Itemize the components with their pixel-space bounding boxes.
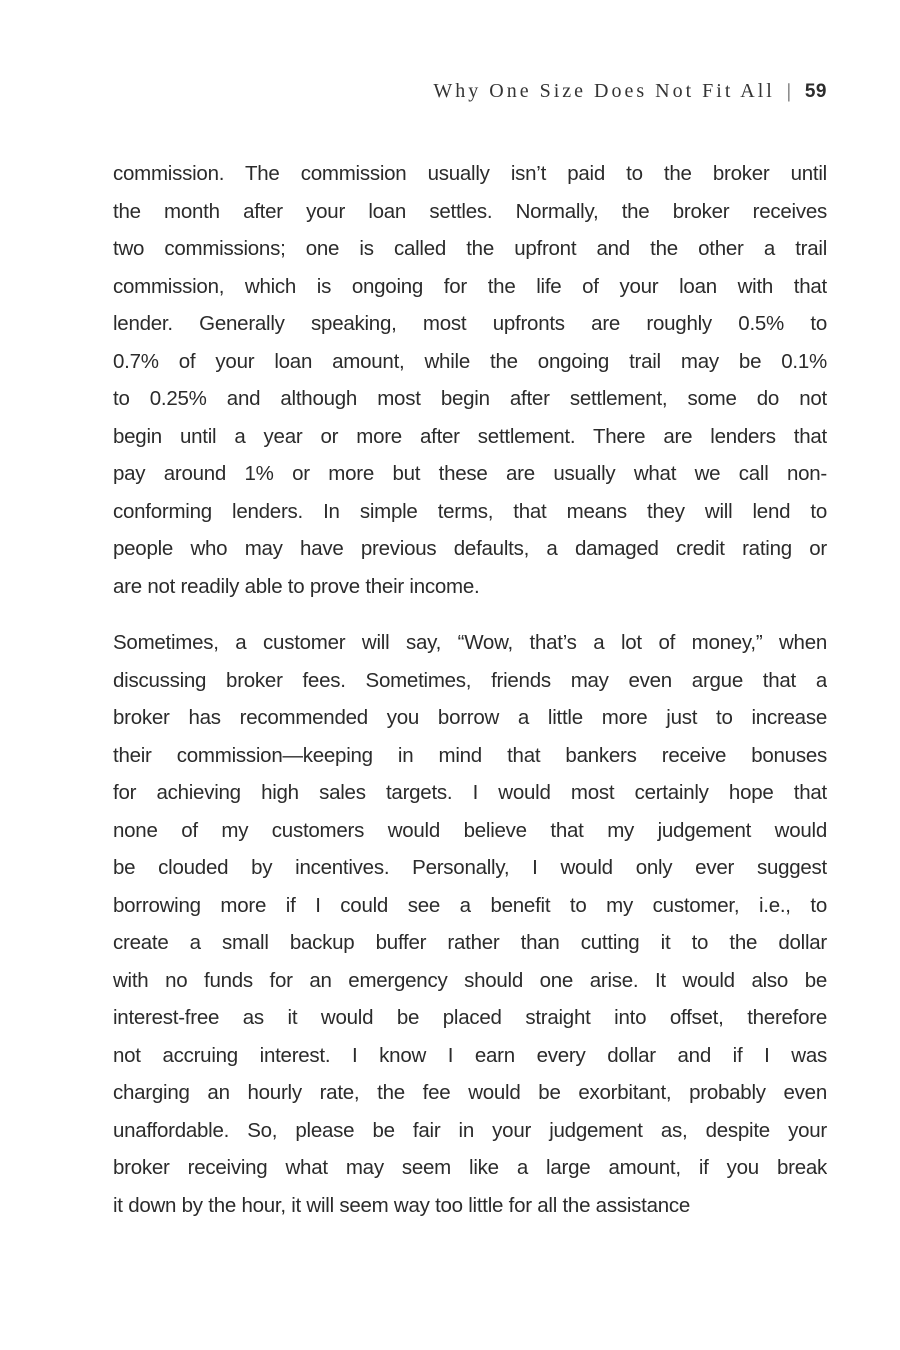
text-line: none of my customers would believe that my judgement would — [113, 818, 827, 842]
text-line: it down by the hour, it will seem way too little for all the assistance — [113, 1193, 691, 1217]
text-line: 0.7% of your loan amount, while the ongoing trail may be 0.1% — [113, 349, 827, 373]
text-line: their commission—keeping in mind that bankers receive bonuses — [113, 743, 827, 767]
text-line: with no funds for an emergency should one arise. It would also be — [113, 968, 827, 992]
text-line: the month after your loan settles. Normally, the broker receives — [113, 199, 827, 223]
header-divider: | — [786, 80, 791, 102]
text-line: conforming lenders. In simple terms, that means they will lend to — [113, 499, 827, 523]
text-line: commission, which is ongoing for the life of your loan with that — [113, 274, 827, 298]
text-line: to 0.25% and although most begin after settlement, some do not — [113, 387, 827, 410]
text-line: Sometimes, a customer will say, “Wow, that’s a lot of money,” when — [113, 631, 827, 654]
text-line: charging an hourly rate, the fee would be exorbitant, probably even — [113, 1081, 827, 1104]
running-header — [433, 80, 827, 103]
text-line: lender. Generally speaking, most upfronts are roughly 0.5% to — [113, 312, 827, 335]
text-line: not accruing interest. I know I earn every dollar and if I was — [113, 1043, 827, 1067]
text-line: people who may have previous defaults, a damaged credit rating or — [113, 537, 827, 560]
text-line: are not readily able to prove their income. — [113, 574, 480, 598]
text-line: commission. The commission usually isn’t paid to the broker until — [113, 162, 827, 185]
text-line: borrowing more if I could see a benefit to my customer, i.e., to — [113, 893, 827, 917]
text-line: begin until a year or more after settlement. There are lenders that — [113, 424, 827, 448]
text-line: broker receiving what may seem like a large amount, if you break — [113, 1156, 827, 1179]
text-line: discussing broker fees. Sometimes, friends may even argue that a — [113, 668, 827, 692]
text-line: for achieving high sales targets. I would most certainly hope that — [113, 781, 827, 804]
paragraph — [113, 624, 827, 1224]
text-line: pay around 1% or more but these are usually what we call non- — [113, 462, 827, 485]
page-body — [113, 155, 827, 1224]
text-line: unaffordable. So, please be fair in your judgement as, despite your — [113, 1118, 827, 1142]
text-line: be clouded by incentives. Personally, I would only ever suggest — [113, 856, 827, 879]
text-line: two commissions; one is called the upfront and the other a trail — [113, 237, 827, 260]
text-line: create a small backup buffer rather than cutting it to the dollar — [113, 931, 827, 954]
paragraph — [113, 155, 827, 605]
text-line: interest-free as it would be placed straight into offset, therefore — [113, 1006, 827, 1029]
chapter-title: Why One Size Does Not Fit All — [433, 80, 775, 102]
text-line: broker has recommended you borrow a little more just to increase — [113, 706, 827, 729]
page-number: 59 — [804, 81, 827, 102]
